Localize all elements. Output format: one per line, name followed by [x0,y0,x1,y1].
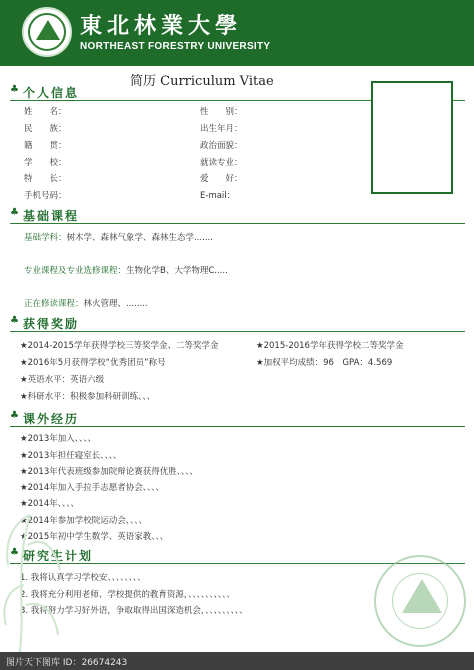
photo-frame [371,81,453,194]
university-name-cn: 東北林業大學 [80,13,243,39]
activity-item: ★2013年加入、、、、 [20,434,97,444]
award-item: ★科研水平：积极参加科研训练、、、 [20,392,156,402]
activity-item: ★2013年代表班级参加院辩论赛获得优胜、、、、 [20,467,199,477]
activity-item: ★2015年初中学生数学、英语家教、、、 [20,532,169,542]
field-label: 学 校： [24,158,67,168]
major-courses-label: 专业课程及专业选修课程： [24,266,127,276]
current-courses-text: 林火管理、........ [83,299,148,309]
section-activities-header [10,410,465,427]
header-band [0,0,474,66]
section-courses-header [10,207,465,224]
activity-item: ★2014年加入手拉手志愿者协会、、、、 [20,483,165,493]
university-logo [22,7,72,57]
field-label: 出生年月： [200,124,243,134]
plan-item: 3. 我将努力学习好外语，争取取得出国深造机会，、、、、、、、、、 [20,606,248,616]
major-courses [24,264,228,276]
field-label: 姓 名： [24,107,67,117]
award-item: ★2014-2015学年获得学校三等奖学金、二等奖学金 [20,341,219,351]
field-label: 民 族： [24,124,67,134]
section-title: 个人信息 [23,86,80,100]
award-item: ★加权平均成绩：96 GPA：4.569 [256,358,393,368]
current-courses-label: 正在修读课程： [24,299,84,309]
field-label: 就读专业： [200,158,243,168]
leaf-bullet-icon: ♣ [10,315,19,326]
activity-item: ★2014年参加学校院运动会、、、、 [20,516,148,526]
field-label: 籍 贯： [24,141,67,151]
footer-watermark-text: 图片天下图库 ID：26674243 [6,658,128,668]
leaf-bullet-icon: ♣ [10,207,19,218]
section-title: 课外经历 [23,412,80,426]
field-label: 爱 好： [200,174,243,184]
plant-watermark-icon [0,455,70,652]
leaf-bullet-icon: ♣ [10,84,19,95]
field-label: 政治面貌： [200,141,243,151]
field-label: E-mail： [200,191,236,201]
university-name-en: NORTHEAST FORESTRY UNIVERSITY [80,41,271,52]
field-label: 手机号码： [24,191,67,201]
leaf-bullet-icon: ♣ [10,547,19,558]
major-courses-text: 生物化学B、大学物理C..... [126,266,228,276]
plan-item: 2. 我将充分利用老师、学校提供的教育资源，、、、、、、、、、、 [20,590,235,600]
section-title: 研究生计划 [23,549,94,563]
award-item: ★2015-2016学年获得学校二等奖学金 [256,341,404,351]
award-item: ★英语水平：英语六级 [20,375,105,385]
logo-tree-icon [36,20,60,40]
activity-item: ★2013年担任寝室长、、、、 [20,451,122,461]
seal-tree-icon [402,579,442,613]
field-label: 特 长： [24,174,67,184]
current-courses [24,297,148,309]
plan-item: 1. 我将认真学习学校安、、、、、、、、 [20,573,146,583]
section-title: 获得奖励 [23,317,80,331]
seal-watermark-icon [374,555,466,647]
section-awards-header [10,315,465,332]
footer-bar [0,652,474,670]
activity-item: ★2014年、、、、 [20,499,80,509]
basic-courses-text: 树木学、森林气象学、森林生态学....... [66,233,213,243]
document-title: 简历 Curriculum Vitae [130,74,274,89]
section-title: 基础课程 [23,209,80,223]
field-label: 性 别： [200,107,243,117]
award-item: ★2016年5月获得学校“优秀团员”称号 [20,358,166,368]
basic-courses-label: 基础学科： [24,233,67,243]
leaf-bullet-icon: ♣ [10,410,19,421]
basic-courses [24,231,213,243]
